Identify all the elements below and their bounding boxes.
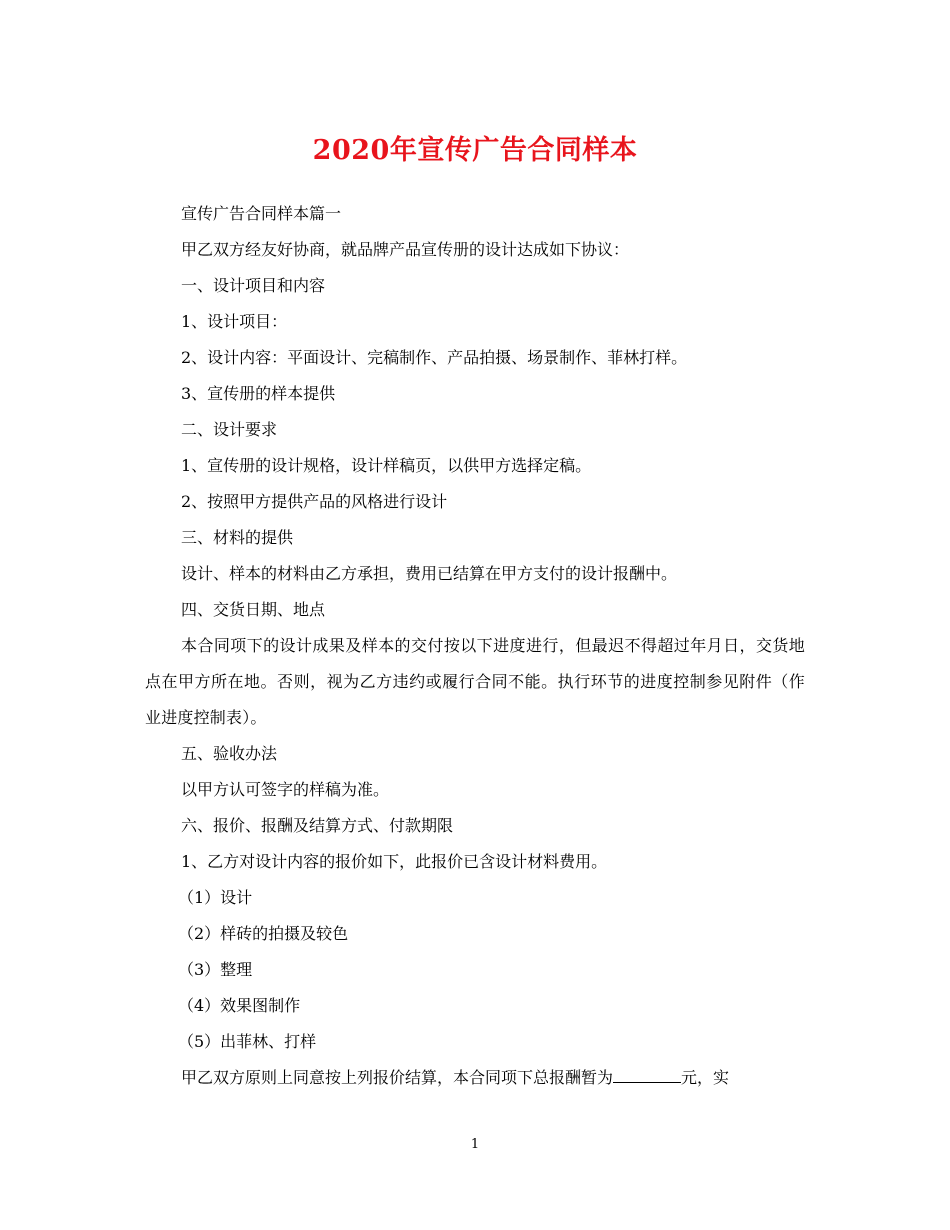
list-item: （3）整理 — [178, 960, 253, 979]
page-number: 1 — [470, 1137, 480, 1152]
paragraph-total-fee — [145, 1060, 805, 1096]
paragraph: 设计、样本的材料由乙方承担，费用已结算在甲方支付的设计报酬中。 — [181, 564, 678, 583]
list-item: （5）出菲林、打样 — [178, 1032, 317, 1051]
section-heading: 五、验收办法 — [181, 744, 278, 763]
paragraph-delivery-terms: 本合同项下的设计成果及样本的交付按以下进度进行，但最迟不得超过年月日，交货地点在甲方所在地。否则，视为乙方违约或履行合同不能。执行环节的进度控制参见附件（作业进度控制表）。 — [145, 636, 805, 727]
section-heading: 二、设计要求 — [181, 420, 278, 439]
paragraph: 1、设计项目： — [181, 312, 288, 331]
paragraph: 甲乙双方经友好协商，就品牌产品宣传册的设计达成如下协议： — [181, 240, 630, 259]
list-item: （4）效果图制作 — [178, 996, 301, 1015]
total-fee-text-end: 元，实 — [681, 1068, 730, 1087]
fill-in-blank — [613, 1068, 681, 1083]
document-body — [145, 196, 805, 1096]
list-item: （1）设计 — [178, 888, 253, 907]
list-item: （2）样砖的拍摄及较色 — [178, 924, 349, 943]
paragraph: 2、设计内容：平面设计、完稿制作、产品拍摄、场景制作、菲林打样。 — [181, 348, 688, 367]
section-heading: 一、设计项目和内容 — [181, 276, 326, 295]
document-title: 2020年宣传广告合同样本 — [312, 135, 638, 166]
section-heading: 六、报价、报酬及结算方式、付款期限 — [181, 816, 454, 835]
paragraph: 1、乙方对设计内容的报价如下，此报价已含设计材料费用。 — [181, 852, 608, 871]
paragraph: 3、宣传册的样本提供 — [181, 384, 336, 403]
paragraph: 2、按照甲方提供产品的风格进行设计 — [181, 492, 448, 511]
total-fee-text: 甲乙双方原则上同意按上列报价结算，本合同项下总报酬暂为 — [181, 1068, 614, 1087]
section-heading: 四、交货日期、地点 — [181, 600, 326, 619]
paragraph: 以甲方认可签字的样稿为准。 — [181, 780, 390, 799]
paragraph: 1、宣传册的设计规格，设计样稿页，以供甲方选择定稿。 — [181, 456, 592, 475]
section-heading: 三、材料的提供 — [181, 528, 294, 547]
paragraph-heading: 宣传广告合同样本篇一 — [181, 204, 342, 223]
